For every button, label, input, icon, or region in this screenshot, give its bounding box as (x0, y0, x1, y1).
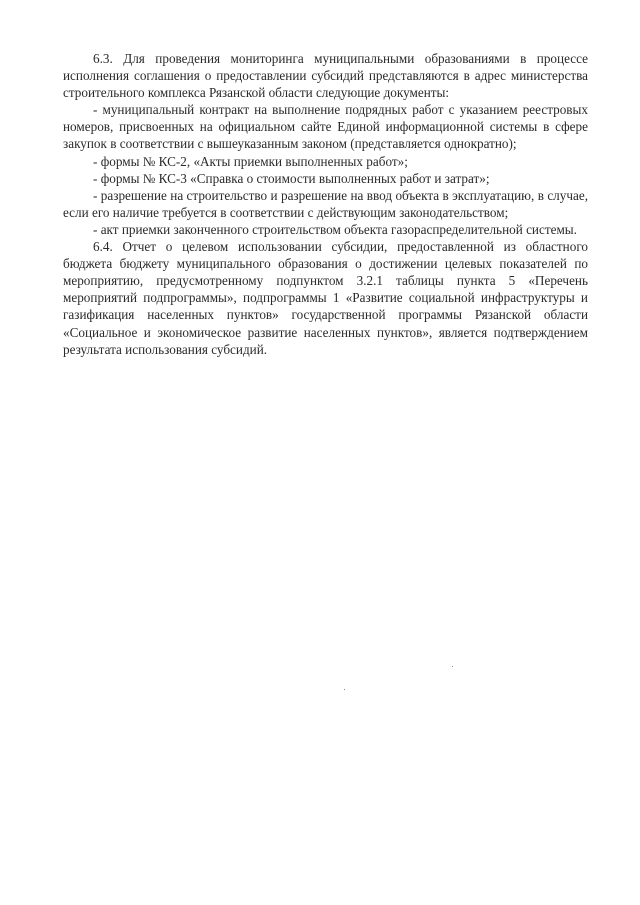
list-item-ks3: - формы № КС-3 «Справка о стоимости выполненных работ и затрат»; (93, 170, 490, 186)
list-item-ks2: - формы № КС-2, «Акты приемки выполненных работ»; (93, 153, 408, 169)
scan-speck (344, 689, 345, 690)
scan-speck (452, 666, 453, 667)
document-body (63, 50, 588, 358)
list-item-contract: - муниципальный контракт на выполнение подрядных работ с указанием реестровых номеров, присвоенных на официальном сайте Единой информационной системы в сфере закупок в соответствии с вышеуказанным законом (представляется однократно); (63, 102, 588, 152)
list-item-permits: - разрешение на строительство и разрешение на ввод объекта в эксплуатацию, в случае, если его наличие требуется в соответствии с действующим законодательством; (63, 187, 588, 220)
paragraph-6-3: 6.3. Для проведения мониторинга муниципальными образованиями в процессе исполнения соглашения о предоставлении субсидий представляются в адрес министерства строительного комплекса Рязанской области следующие документы: (63, 51, 588, 101)
paragraph-6-4: 6.4. Отчет о целевом использовании субсидии, предоставленной из областного бюджета бюджету муниципального образования о достижении целевых показателей по мероприятию, предусмотренному подпунктом 3.2.1 таблицы пункта 5 «Перечень мероприятий подпрограммы», подпрограммы 1 «Развитие социальной инфраструктуры и газификация населенных пунктов» государственной программы Рязанской области «Социальное и экономическое развитие населенных пунктов», является подтверждением результата использования субсидий. (63, 239, 588, 357)
list-item-acceptance-act: - акт приемки законченного строительством объекта газораспределительной системы. (93, 221, 577, 237)
